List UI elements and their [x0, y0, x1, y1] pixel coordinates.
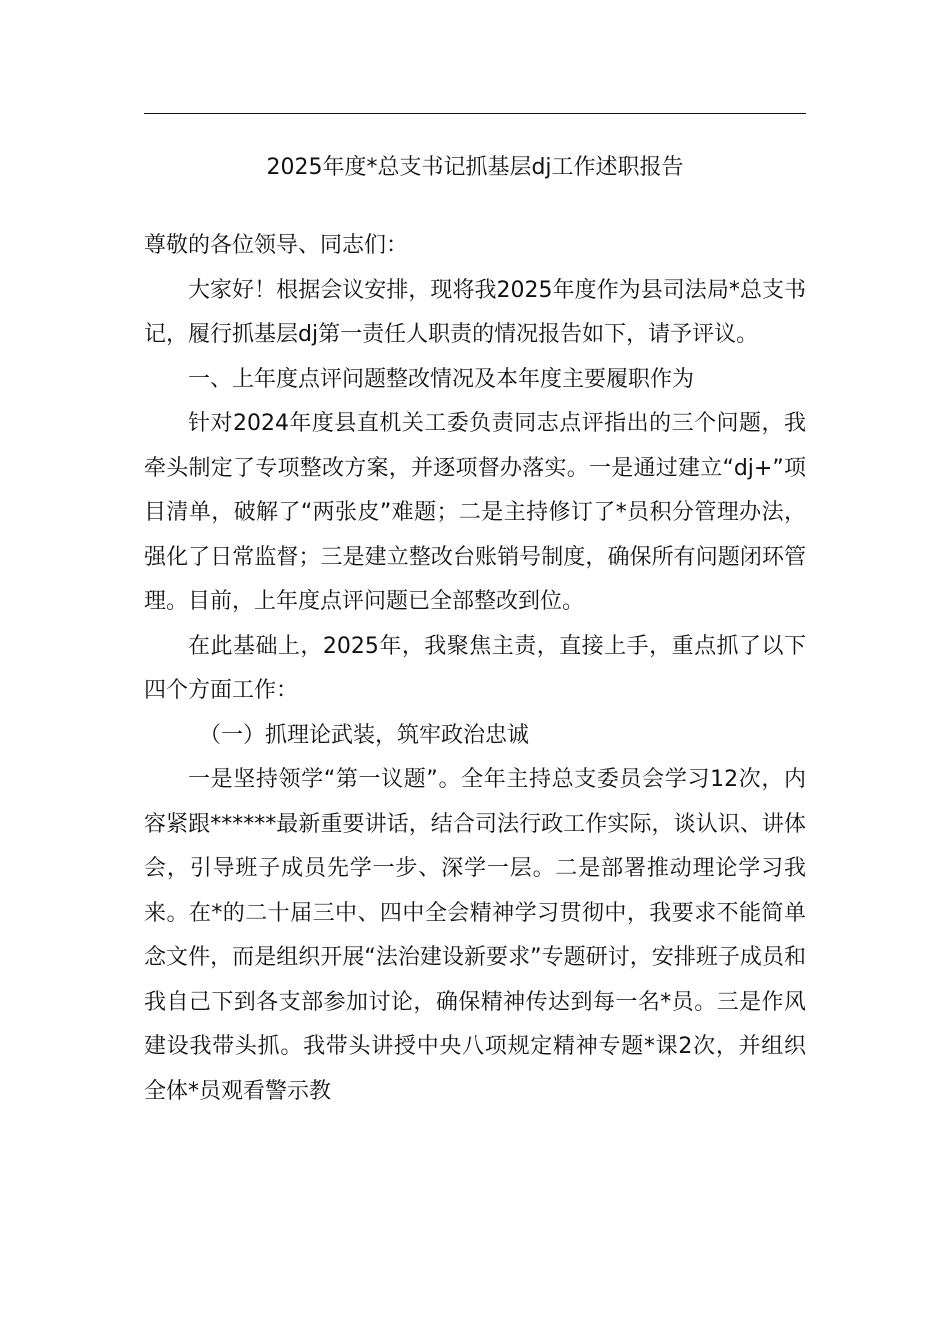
- paragraph-theory: 一是坚持领学“第一议题”。全年主持总支委员会学习12次，内容紧跟******最新重要讲话，结合司法行政工作实际，谈认识、讲体会，引导班子成员先学一步、深学一层。二是部署推动理论学习我来。在*的二十届三中、四中全会精神学习贯彻中，我要求不能简单念文件，而是组织开展“法治建设新要求”专题研讨，安排班子成员和我自己下到各支部参加讨论，确保精神传达到每一名*员。三是作风建设我带头抓。我带头讲授中央八项规定精神专题*课2次，并组织全体*员观看警示教: [144, 767, 806, 1104]
- paragraph-opening: 大家好！根据会议安排，现将我2025年度作为县司法局*总支书记，履行抓基层dj第一责任人职责的情况报告如下，请予评议。: [144, 277, 806, 347]
- sub-heading-1: （一）抓理论武装，筑牢政治忠诚: [199, 722, 530, 748]
- section-heading-1: 一、上年度点评问题整改情况及本年度主要履职作为: [188, 366, 695, 392]
- document-title: 2025年度*总支书记抓基层dj工作述职报告: [266, 155, 684, 180]
- paragraph-rectification: 针对2024年度县直机关工委负责同志点评指出的三个问题，我牵头制定了专项整改方案，并逐项督办落实。一是通过建立“dj+”项目清单，破解了“两张皮”难题；二是主持修订了*员积分管理办法，强化了日常监督；三是建立整改台账销号制度，确保所有问题闭环管理。目前，上年度点评问题已全部整改到位。: [144, 411, 806, 614]
- salutation: 尊敬的各位领导、同志们：: [144, 233, 409, 258]
- header-rule: [144, 113, 806, 114]
- document-body: [144, 224, 806, 1114]
- paragraph-overview: 在此基础上，2025年，我聚焦主责，直接上手，重点抓了以下四个方面工作：: [144, 633, 806, 703]
